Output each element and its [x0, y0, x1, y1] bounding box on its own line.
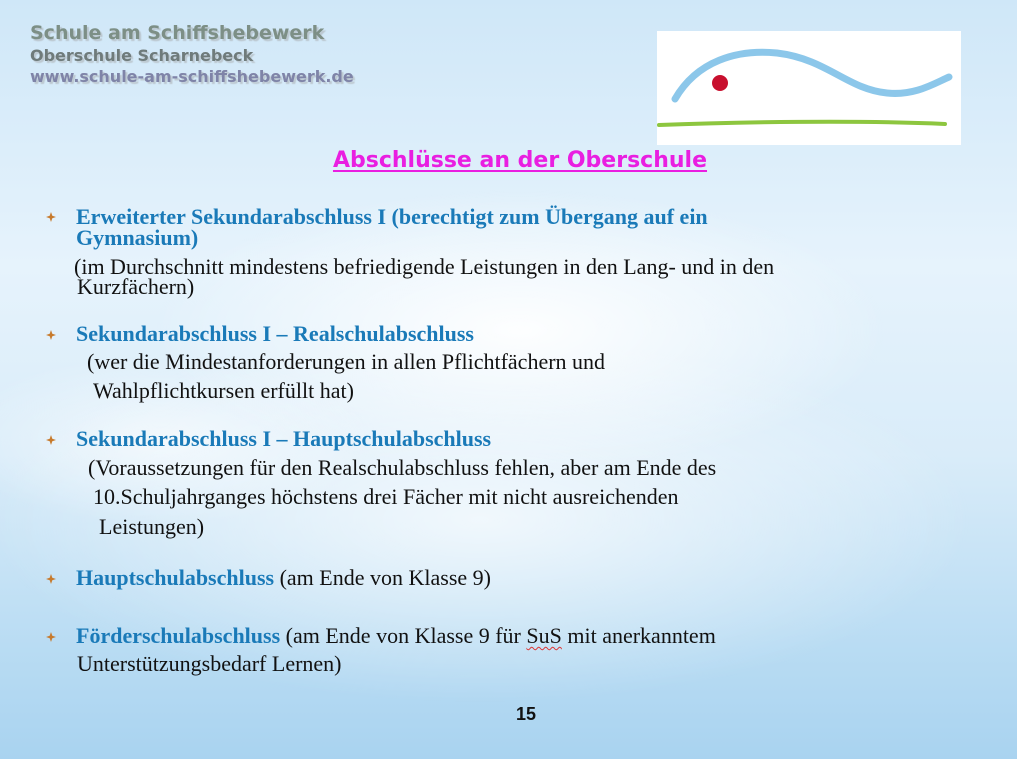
school-type: Oberschule Scharnebeck [30, 46, 254, 65]
item-1-desc-line2: Kurzfächern) [77, 274, 195, 299]
page-number: 15 [515, 704, 537, 724]
item-4-title: Hauptschulabschluss [76, 565, 275, 590]
item-5-note-sus: SuS [526, 623, 562, 648]
item-4-note: (am Ende von Klasse 9) [279, 565, 491, 590]
bullet-icon [46, 435, 56, 445]
slide-title: Abschlüsse an der Oberschule [332, 148, 708, 173]
bullet-icon [46, 330, 56, 340]
item-1-title [76, 206, 708, 248]
item-5-title: Förderschulabschluss [76, 623, 281, 648]
item-1-title-line1: Erweiterter Sekundarabschluss I (berechtigt zum Übergang auf ein [76, 204, 708, 229]
item-5-note-part2: mit anerkanntem [567, 623, 716, 648]
school-logo [657, 31, 961, 145]
item-2-desc-line2: Wahlpflichtkursen erfüllt hat) [93, 378, 354, 403]
item-4 [76, 567, 491, 588]
item-1-desc-line1: (im Durchschnitt mindestens befriedigende Leistungen in den Lang- und in den [74, 254, 775, 279]
bullet-icon [46, 212, 56, 222]
item-3-desc-line3: Leistungen) [99, 514, 205, 539]
item-3-title: Sekundarabschluss I – Hauptschulabschluss [76, 426, 492, 451]
item-3-desc-line2: 10.Schuljahrganges höchstens drei Fächer mit nicht ausreichenden [93, 484, 679, 509]
item-1-title-line2: Gymnasium) [76, 225, 199, 250]
item-5 [76, 625, 716, 646]
bullet-icon [46, 632, 56, 642]
item-5-note-part1: (am Ende von Klasse 9 für [285, 623, 521, 648]
school-website[interactable]: www.schule-am-schiffshebewerk.de [30, 67, 354, 86]
item-3-desc-line1: (Voraussetzungen für den Realschulabschluss fehlen, aber am Ende des [88, 455, 717, 480]
item-2-desc-line1: (wer die Mindestanforderungen in allen Pflichtfächern und [87, 349, 606, 374]
item-2-title: Sekundarabschluss I – Realschulabschluss [76, 321, 474, 346]
school-name: Schule am Schiffshebewerk [30, 22, 325, 44]
item-5-desc-line2: Unterstützungsbedarf Lernen) [77, 651, 342, 676]
bullet-icon [46, 574, 56, 584]
wave-logo-icon [657, 31, 961, 145]
school-header [30, 24, 354, 85]
